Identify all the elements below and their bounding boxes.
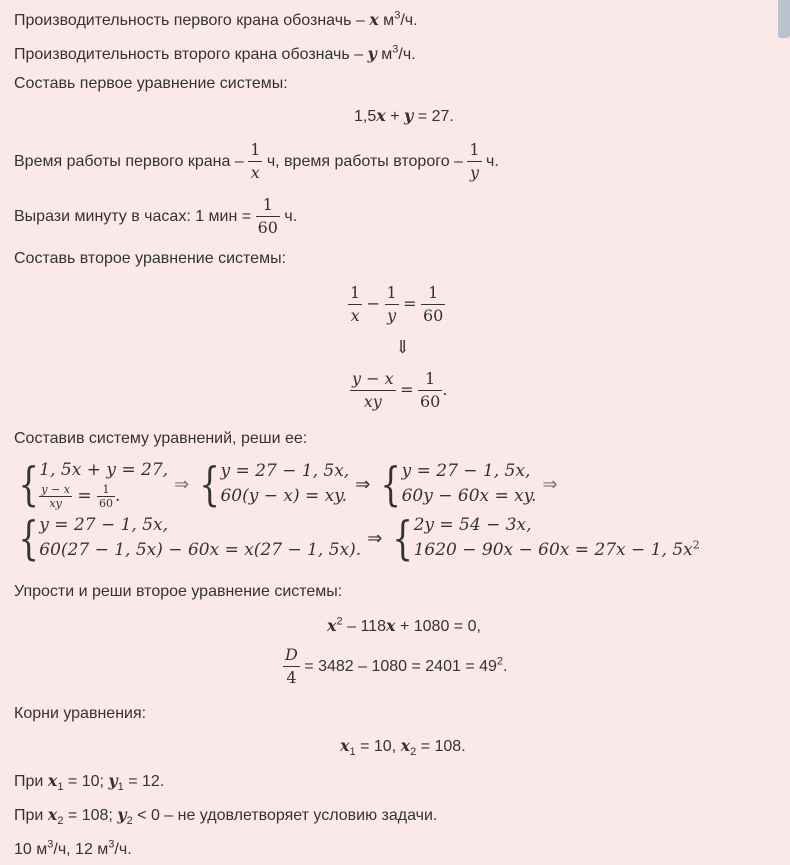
system-5-row-2-text: 1620 − 90x − 60x = 27x − 1, 5x [413,540,693,560]
system-1-row-1: 1, 5x + y = 27, [39,460,169,480]
fraction-D-over-4 [283,644,300,689]
fraction-1-over-y [385,282,399,327]
numerator: y − x [41,483,70,496]
system-2-row-2: 60(y − x) = xy. [220,486,347,506]
numerator: 1 [256,194,280,217]
quadratic-equation [327,616,481,637]
text-part: При [14,807,48,824]
unit-h: /ч. [400,12,418,29]
numerator: 1 [248,139,262,162]
system-5 [414,513,700,563]
discriminant-equation [283,643,507,691]
system-row-2 [14,513,700,563]
unit-m: м [376,46,393,63]
fraction-ymx-over-xy [39,483,72,510]
numerator: 1 [418,368,442,391]
eq-part: – 118 [342,618,386,635]
system-4-row-2: 60(27 − 1, 5x) − 60x = x(27 − 1, 5x). [39,540,362,560]
text-line-1 [14,10,418,31]
sub-1: 1 [349,746,356,759]
text-part: ч. [279,208,298,225]
brace-icon: { [392,511,414,565]
text-part: = 108; [63,807,118,824]
fraction-1-over-x [248,139,262,184]
unit-m: м [378,12,395,29]
var-x: x [369,10,379,29]
denominator: 60 [419,392,441,412]
denominator: y [387,306,397,326]
text-part: = 12. [123,773,165,790]
text-part: Производительность второго крана обозначь – [14,46,368,63]
system-1 [39,458,168,510]
exp-2: 2 [336,615,343,628]
numerator: 1 [385,282,399,305]
text-part: 10 м [14,841,48,858]
denominator: x [250,163,260,183]
text-part: /ч, 12 м [53,841,109,858]
equation-2 [348,280,445,329]
system-4 [39,513,361,563]
equals-sign: = [403,294,417,313]
fraction-1-over-60 [421,282,445,327]
denominator: x [350,306,360,326]
fraction-1-over-60 [256,194,280,239]
denominator: 60 [423,306,444,326]
implies-arrow-icon: ⇒ [367,527,383,548]
text-line-3: Составь первое уравнение системы: [14,75,288,92]
numerator: 1 [421,282,445,305]
denominator: xy [363,392,382,412]
exp-2: 2 [496,655,504,668]
system-2-row-1: y = 27 − 1, 5x, [220,461,350,481]
sub-2: 2 [57,815,64,828]
implies-arrow-icon: ⇒ [355,473,371,494]
var-x: x [47,771,58,790]
fraction-ymx-over-xy [350,368,396,413]
numerator: y − x [350,368,396,391]
sub-2: 2 [126,815,133,828]
roots-line [340,736,466,757]
numerator: 1 [348,282,362,305]
system-1-row-2 [39,483,168,510]
fraction-1-over-60 [97,483,115,510]
unit-h: /ч. [398,46,416,63]
text-line-2 [14,44,416,65]
text-part: При [14,773,48,790]
eq-part: = 108. [416,738,466,755]
exp-2: 2 [692,538,700,552]
text-part: = 10; [63,773,109,790]
exp-3: 3 [47,838,54,851]
equals-sign: = [71,486,97,506]
brace-icon: { [18,511,39,565]
var-x: x [47,805,58,824]
fraction-1-over-x [348,282,362,327]
eq-part: = 3482 – 1080 = 2401 = 49 [299,658,497,675]
var-y: y [108,771,118,790]
eq-part: = 27. [413,108,454,125]
brace-icon: { [199,457,221,511]
numerator: D [283,644,300,667]
var-x: x [327,616,337,635]
text-line-4 [14,138,499,186]
system-5-row-2 [414,538,700,563]
minus-sign: − [366,294,381,313]
text-part: Вырази минуту в часах: 1 мин = [14,208,256,225]
exp-3: 3 [108,838,115,851]
text-line-5 [14,193,297,241]
system-2 [220,459,349,509]
scrollbar-thumb[interactable] [778,0,790,38]
text-line-7: Составив систему уравнений, реши ее: [14,430,308,447]
equation-3 [350,366,447,415]
period: . [503,658,508,675]
var-x: x [340,736,350,755]
var-x: x [400,736,411,755]
text-part: Производительность первого крана обозначь – [14,12,370,29]
var-y: y [404,106,414,125]
denominator: 60 [257,218,278,238]
period: . [442,380,448,399]
sub-1: 1 [117,781,124,794]
numerator: 1 [97,483,115,497]
text-line-11 [14,805,437,826]
system-4-row-1: y = 27 − 1, 5x, [39,515,169,535]
exp-3: 3 [394,9,401,22]
eq-part: = 10, [355,738,401,755]
system-5-row-1: 2y = 54 − 3x, [413,515,532,535]
down-double-arrow-icon: ⇓ [395,337,411,358]
fraction-1-over-y [467,139,481,184]
var-x: x [385,616,396,635]
equation-1 [354,106,454,127]
text-part: /ч. [114,841,132,858]
var-y: y [117,805,127,824]
system-3 [402,459,537,509]
eq-part: 1,5 [354,108,377,125]
numerator: 1 [467,139,481,162]
text-part: ч, время работы второго – [262,153,468,170]
text-line-8: Упрости и реши второе уравнение системы: [14,583,343,600]
sub-2: 2 [410,746,417,759]
system-3-row-1: y = 27 − 1, 5x, [401,461,531,481]
implies-arrow-icon: ⇒ [174,473,190,494]
eq-part: + 1080 = 0, [395,618,481,635]
text-line-9: Корни уравнения: [14,705,147,722]
text-part: ч. [481,153,499,170]
eq-part: + [385,108,405,125]
denominator: 60 [98,497,113,510]
equals-sign: = [400,380,414,399]
implies-arrow-icon: ⇒ [542,473,558,494]
brace-icon: { [18,457,39,511]
system-row-1 [14,458,564,510]
brace-icon: { [380,457,402,511]
system-3-row-2: 60y − 60x = xy. [401,486,537,506]
var-x: x [376,106,386,125]
text-line-10 [14,771,164,792]
text-part: Время работы первого крана – [14,153,249,170]
answer-line [14,840,132,860]
period: . [114,486,121,506]
fraction-1-over-60 [418,368,442,413]
exp-3: 3 [392,43,399,56]
denominator: 4 [286,668,297,688]
text-part: < 0 – не удовлетворяет условию задачи. [132,807,438,824]
denominator: xy [49,497,62,510]
sub-1: 1 [57,781,64,794]
denominator: y [469,163,480,183]
var-y: y [367,44,377,63]
text-line-6: Составь второе уравнение системы: [14,250,287,267]
